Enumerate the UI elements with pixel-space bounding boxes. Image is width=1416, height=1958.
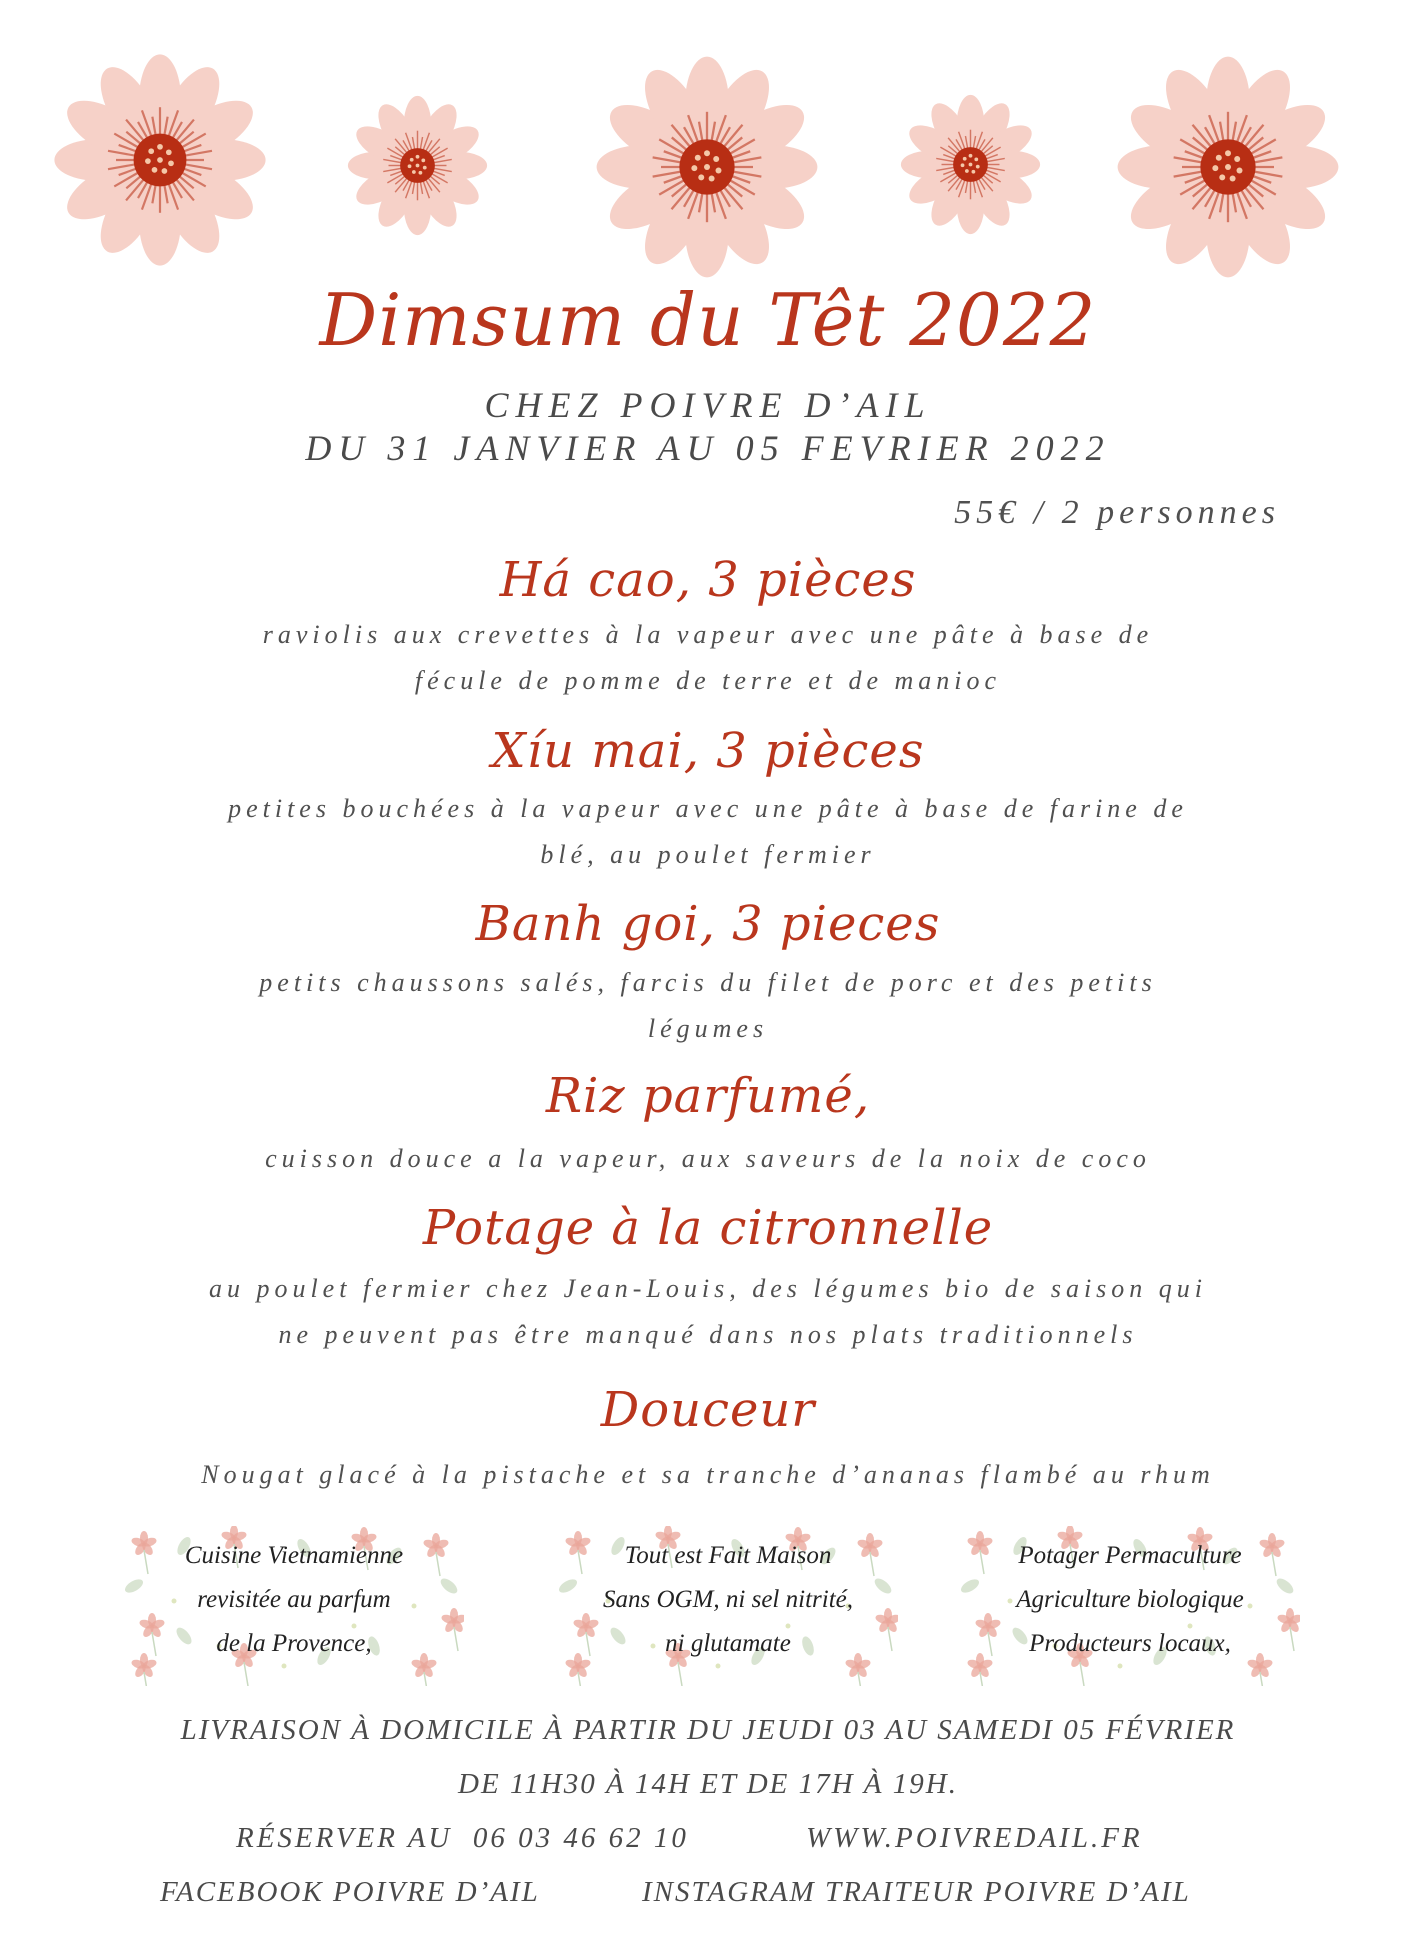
venue-name: CHEZ POIVRE D’AIL <box>484 385 932 425</box>
feature-block: Cuisine Vietnamienne revisitée au parfum de la Provence, <box>124 1526 464 1686</box>
feature-block: Tout est Fait Maison Sans OGM, ni sel nitrité, ni glutamate <box>558 1526 898 1686</box>
flower-icon <box>898 92 1043 237</box>
menu-item-title: Potage à la citronnelle <box>422 1200 994 1256</box>
menu-item-title: Riz parfumé, <box>545 1068 871 1124</box>
menu-item-description: petits chaussons salés, farcis du filet de porc et des petits légumes <box>259 968 1157 1043</box>
menu-item-title: Banh goi, 3 pieces <box>475 896 941 952</box>
flower-icon <box>592 52 822 282</box>
page-title: Dimsum du Têt 2022 <box>319 278 1097 362</box>
flower-icon <box>50 50 270 270</box>
menu-item-title: Douceur <box>600 1382 816 1438</box>
facebook-link[interactable]: FACEBOOK POIVRE D’AIL <box>160 1876 540 1908</box>
menu-item-description: au poulet fermier chez Jean-Louis, des légumes bio de saison qui ne peuvent pas être manqué dans nos plats traditionnels <box>208 1274 1208 1349</box>
menu-item-description: petites bouchées à la vapeur avec une pâte à base de farine de blé, au poulet fermier <box>228 794 1188 869</box>
menu-item-description: Nougat glacé à la pistache et sa tranche d’ananas flambé au rhum <box>201 1460 1215 1489</box>
price: 55€ / 2 personnes <box>954 494 1280 531</box>
website-link[interactable]: WWW.POIVREDAIL.FR <box>806 1822 1143 1854</box>
menu-item-description: raviolis aux crevettes à la vapeur avec une pâte à base de fécule de pomme de terre et de manioc <box>262 620 1154 695</box>
event-dates: DU 31 JANVIER AU 05 FEVRIER 2022 <box>305 428 1111 468</box>
flower-icon <box>345 93 490 238</box>
reservation-phone: RÉSERVER AU 06 03 46 62 10 <box>236 1822 689 1854</box>
delivery-hours: DE 11H30 À 14H ET DE 17H À 19H. <box>458 1768 958 1800</box>
feature-block: Potager Permaculture Agriculture biologique Producteurs locaux, <box>960 1526 1300 1686</box>
flower-icon <box>1113 52 1343 282</box>
menu-item-title: Há cao, 3 pièces <box>499 552 917 608</box>
menu-item-title: Xíu mai, 3 pièces <box>491 723 925 779</box>
menu-item-description: cuisson douce a la vapeur, aux saveurs de la noix de coco <box>265 1144 1151 1173</box>
instagram-link[interactable]: INSTAGRAM TRAITEUR POIVRE D’AIL <box>642 1876 1191 1908</box>
delivery-info: LIVRAISON À DOMICILE À PARTIR DU JEUDI 03 AU SAMEDI 05 FÉVRIER <box>180 1714 1236 1746</box>
